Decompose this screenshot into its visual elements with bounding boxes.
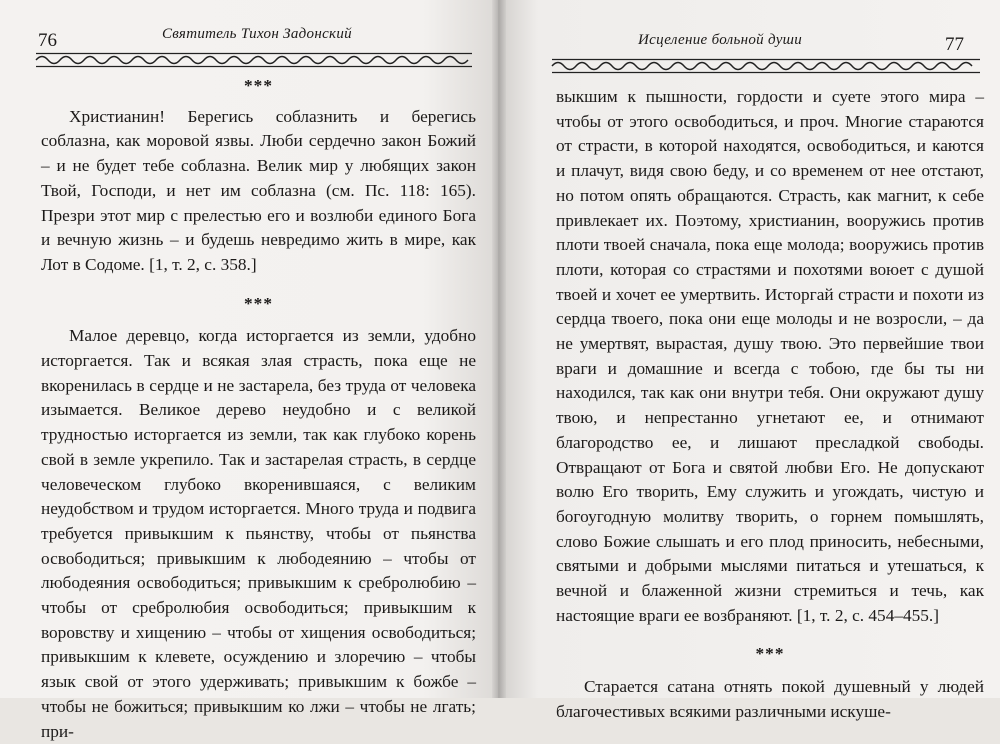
right-page xyxy=(498,0,1000,721)
paragraph: Малое деревцо, когда исторгается из земли, удобно исторгается. Так и всякая злая страсть, пока еще не вкоренилась в сердце и не застарела, без труда от человека изымается. Великое дерево неудобно и с великой трудностью исторгается из земли, так как глубоко корень свой в земле укрепило. Так и застарелая страсть, в сердце человеческом глубоко вкоренившаяся, с великим неудобством и трудом исторгается. Много труда и подвига требуется привыкшим к пьянству, чтобы от пьянства освободиться; привыкшим к любодеянию – чтобы от любодеяния освободиться; привыкшим к сребролюбию – чтобы от сребролюбия освободиться; привыкшим к воровству и хищению – чтобы от хищения освободиться; привыкшим к клевете, осуждению и злоречию – чтобы язык свой от этого удерживать; привыкшим к божбе – чтобы не божиться; привыкшим ко лжи – чтобы не лгать; при- xyxy=(41,326,476,741)
left-page xyxy=(0,0,498,741)
right-page-text xyxy=(556,85,984,725)
ornament-border-icon xyxy=(552,58,980,74)
section-divider: *** xyxy=(244,293,273,313)
section-divider: *** xyxy=(244,76,273,95)
paragraph-continued: выкшим к пышности, гордости и суете этого мира – чтобы от этого освободиться, и проч. Многие стараются от страсти, в которой находятся, освободиться, и каются и плачут, видя свою беду, и со временем от нее отстают, но потом опять обращаются. Страсть, как магнит, к себе привлекает их. Поэтому, христианин, вооружись против плоти твоей сначала, пока еще молода; вооружись против плоти, которая со страстями и похотями воюет с душой твоей и хочет ее умертвить. Исторгай страсти и похоти из сердца твоего, пока они еще молоды и не возросли, – да не умертвят, вырастая, душу твою. Это первейшие твои враги и домашние и всегда с тобою, где бы ты ни находился, так как они внутри тебя. Они окружают душу твою, и непрестанно угнетают ее, и отнимают благородство ее, и лишают пресладкой свободы. Отвращают от Бога и святой любви Его. Не допускают волю Его творить, Ему служить и угождать, чистую и богоугодную молитву творить, о горнем помышлять, слово Божие слышать и его плод приносить, небесными, святыми и добрыми мыслями питаться и утешаться, к вечной и блаженной жизни стремиться и течь, как настоящие враги ее возбраняют. [1, т. 2, с. 454–455.] xyxy=(556,87,984,625)
section-divider: *** xyxy=(755,644,785,664)
paragraph: Старается сатана отнять покой душевный у людей благочестивых всякими различными искуше- xyxy=(556,677,984,721)
left-page-text xyxy=(41,74,476,744)
running-head-right: Исцеление больной души xyxy=(638,32,803,48)
ornament-border-icon xyxy=(36,52,472,68)
book-gutter xyxy=(492,0,506,698)
page-number-right: 77 xyxy=(945,34,964,55)
page-number-left: 76 xyxy=(38,30,57,51)
paragraph: Христианин! Берегись соблазнить и берегись соблазна, как моровой язвы. Люби сердечно закон Божий – и не будет тебе соблазна. Велик мир у любящих закон Твой, Господи, и нет им соблазна (см. Пс. 118: 165). Презри этот мир с прелестью его и возлюби единого Бога и вечную жизнь – и будешь невредимо жить в мире, как Лот в Содоме. [1, т. 2, с. 358.] xyxy=(41,106,476,274)
running-head-left: Святитель Тихон Задонский xyxy=(162,26,352,42)
